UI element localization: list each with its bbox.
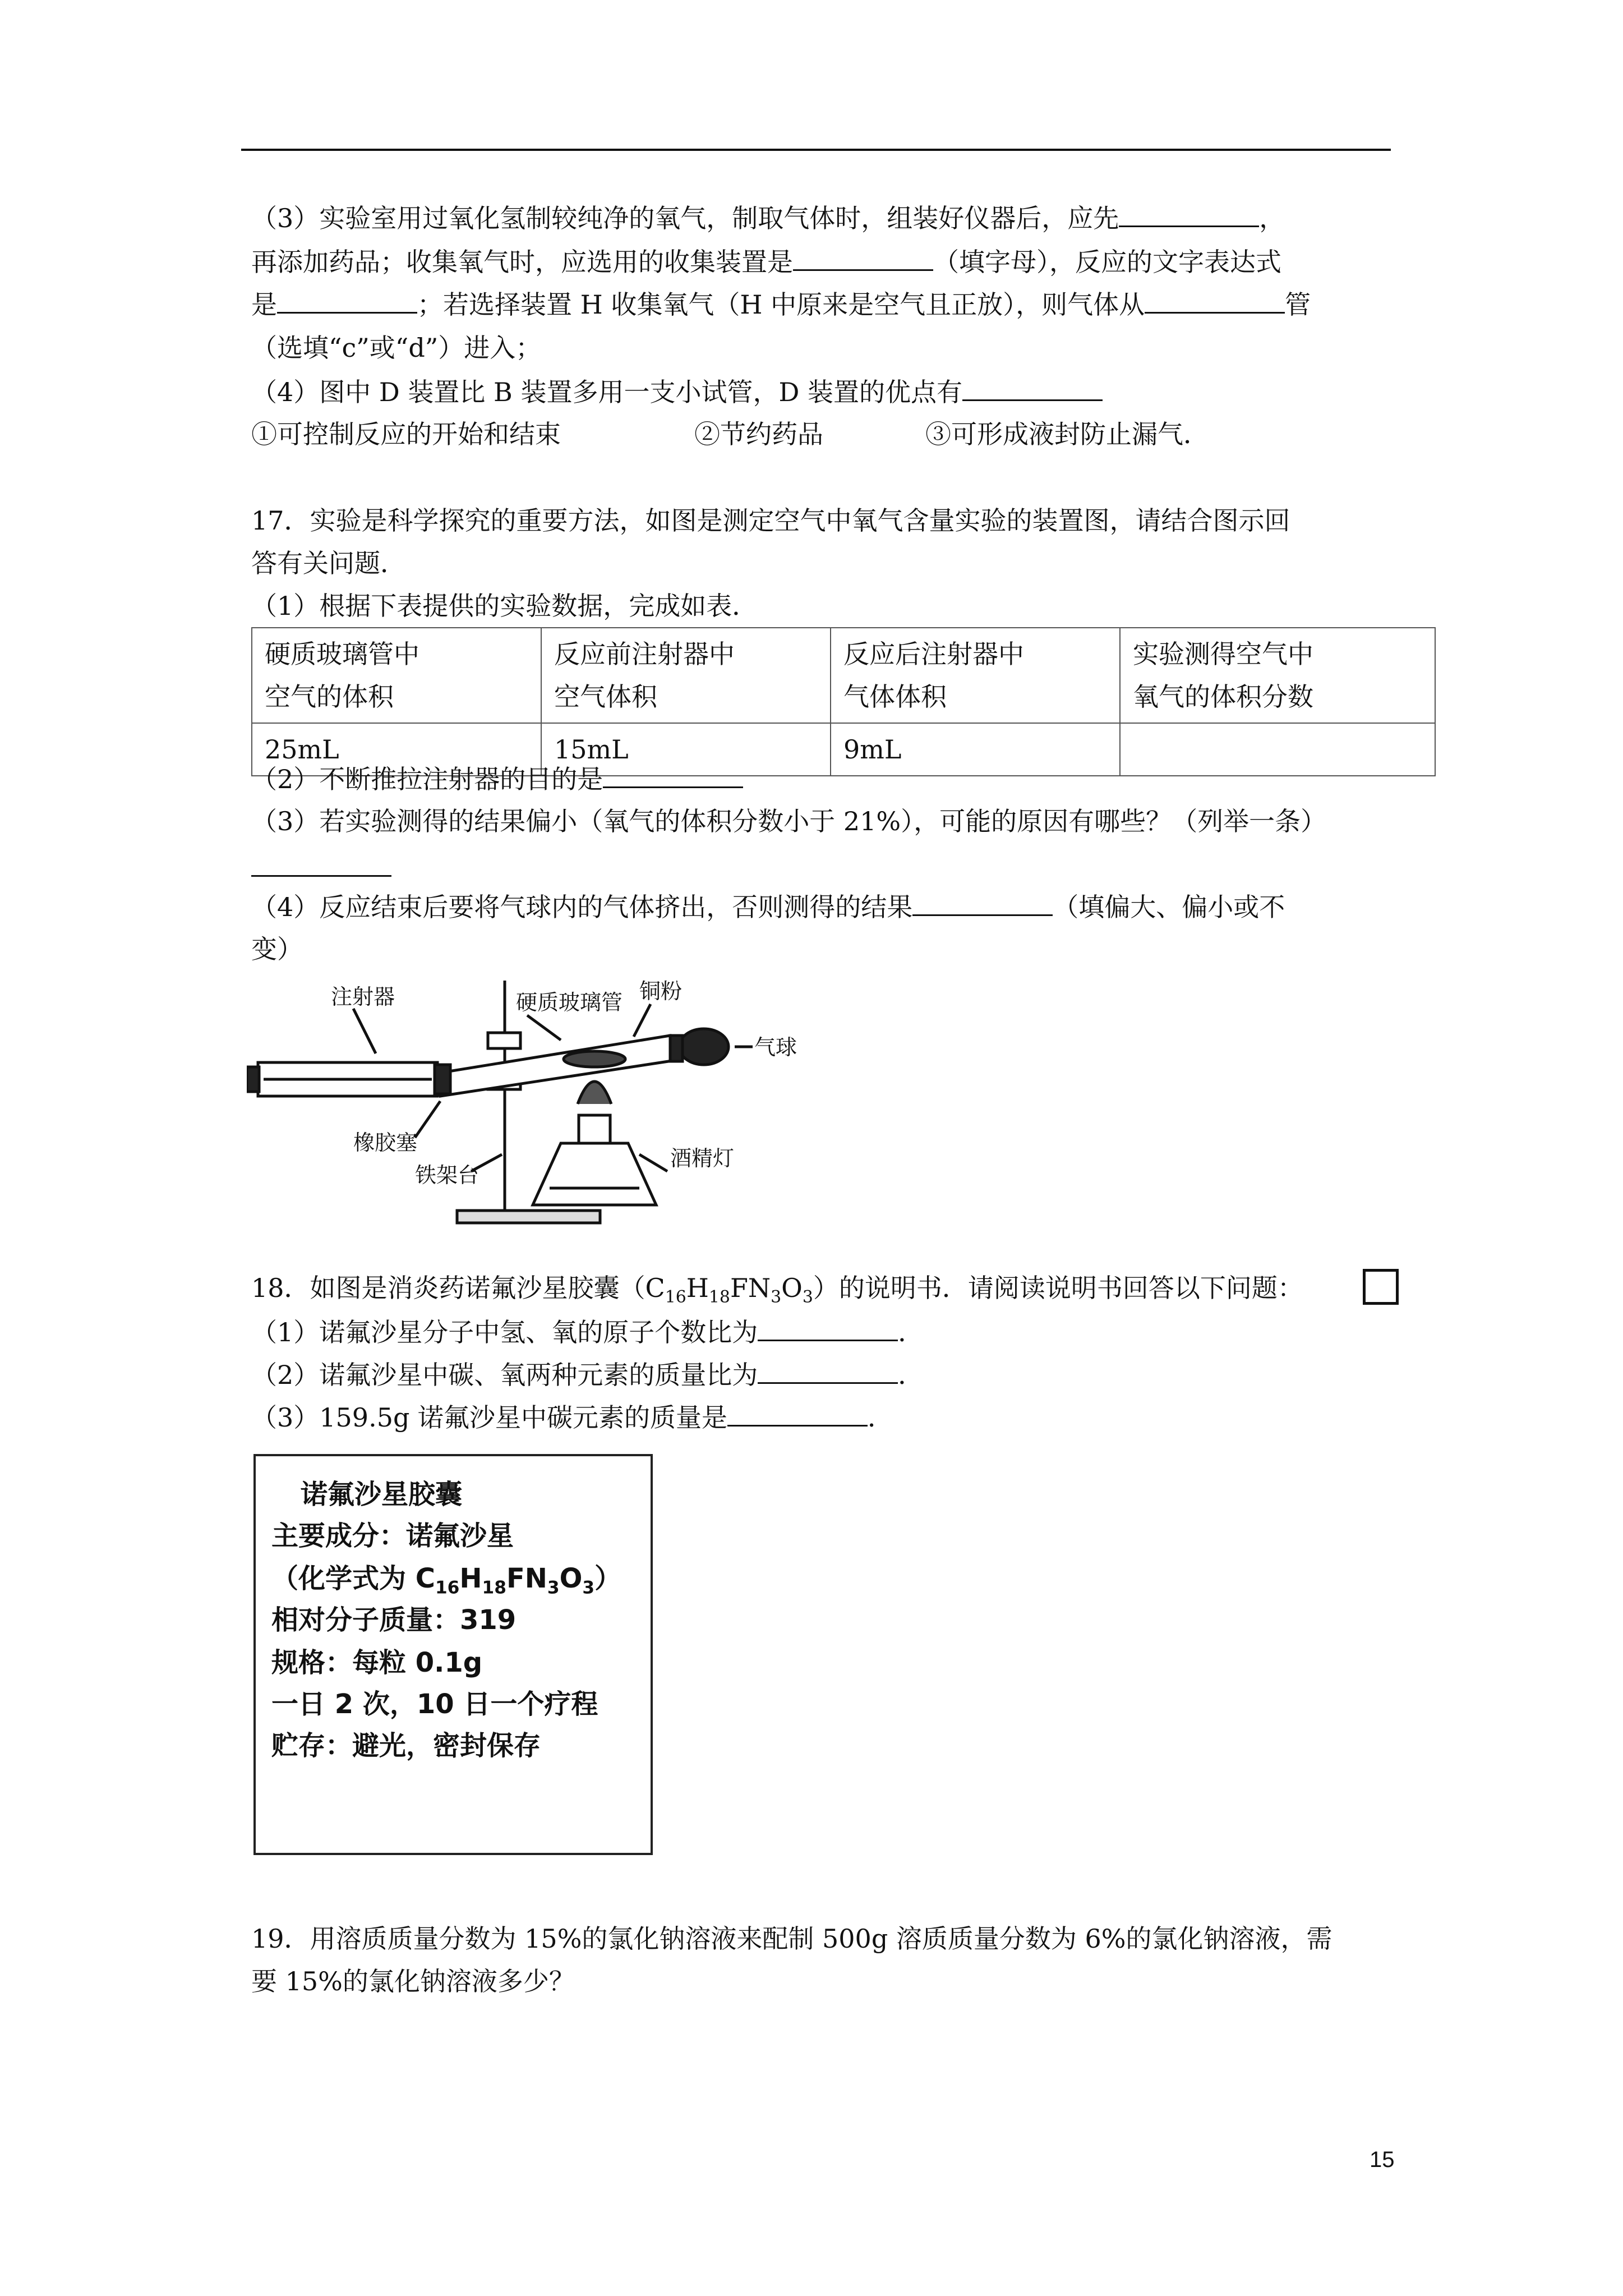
q16-p3-text: 再添加药品；收集氧气时，应选用的收集装置是 xyxy=(251,247,793,277)
q17-data-table xyxy=(251,627,1436,776)
table-cell: 9mL xyxy=(831,723,1120,776)
card-line: （化学式为 $C_{16}H_{18}FN_3O_3$） xyxy=(271,1563,622,1598)
table-header-cell: 反应后注射器中 气体体积 xyxy=(831,628,1120,723)
q17-p4-text: （填偏大、偏小或不 xyxy=(1053,892,1285,922)
drug-instruction-card xyxy=(253,1454,653,1855)
table-cell: 15mL xyxy=(541,723,831,776)
q17-p4-text: （4）反应结束后要将气球内的气体挤出，否则测得的结果 xyxy=(251,892,913,922)
q16-p4-text: （4）图中 D 装置比 B 装置多用一支小试管，D 装置的优点有 xyxy=(251,377,962,407)
clamp-top xyxy=(488,1033,520,1048)
table-answer-cell[interactable] xyxy=(1120,723,1435,776)
q17-p4-line1 xyxy=(251,890,1285,924)
q16-p3-line4: （选填“c”或“d”）进入； xyxy=(251,333,542,363)
q17-intro-line1: 17．实验是科学探究的重要方法，如图是测定空气中氧气含量实验的装置图，请结合图示回 xyxy=(251,505,1290,536)
q16-option-3: ③可形成液封防止漏气． xyxy=(925,419,1209,449)
stand-base xyxy=(457,1211,600,1223)
label-syringe: 注射器 xyxy=(331,984,395,1009)
q16-p3-text: ， xyxy=(1259,203,1285,233)
label-lamp: 酒精灯 xyxy=(670,1146,735,1171)
q19-line2: 要 15%的氯化钠溶液多少？ xyxy=(251,1966,575,1996)
card-title: 诺氟沙星胶囊 xyxy=(301,1479,463,1510)
answer-blank[interactable] xyxy=(727,1400,868,1427)
label-stopper: 橡胶塞 xyxy=(353,1130,418,1155)
card-line: 贮存：避光，密封保存 xyxy=(271,1730,541,1761)
card-line: 相对分子质量：319 xyxy=(271,1604,517,1636)
answer-blank[interactable] xyxy=(1145,287,1285,314)
q16-p3-text: 是 xyxy=(251,289,277,320)
table-header-cell: 实验测得空气中 氧气的体积分数 xyxy=(1120,628,1435,723)
card-line: 一日 2 次，10 日一个疗程 xyxy=(271,1688,598,1720)
card-line: 规格：每粒 0.1g xyxy=(271,1647,483,1678)
q19-line1: 19．用溶质质量分数为 15%的氯化钠溶液来配制 500g 溶质质量分数为 6%的氯化钠溶液，需 xyxy=(251,1924,1332,1954)
q17-intro-line2: 答有关问题． xyxy=(251,548,406,578)
label-balloon: 气球 xyxy=(754,1035,797,1060)
answer-blank[interactable] xyxy=(912,890,1053,916)
answer-blank[interactable] xyxy=(793,245,933,271)
label-stand: 铁架台 xyxy=(415,1163,479,1188)
q17-p3: （3）若实验测得的结果偏小（氧气的体积分数小于 21%），可能的原因有哪些？（列举一条） xyxy=(251,806,1327,836)
copper-powder xyxy=(564,1051,625,1067)
table-cell: 25mL xyxy=(252,723,541,776)
alcohol-lamp xyxy=(533,1143,656,1205)
q16-p3-text: （填字母），反应的文字表达式 xyxy=(933,247,1281,277)
q16-p4-line1 xyxy=(251,375,1103,409)
answer-blank[interactable] xyxy=(251,875,391,877)
q16-p3-text: 管 xyxy=(1285,289,1311,320)
q17-p2-text: （2）不断推拉注射器的目的是 xyxy=(251,764,603,794)
answer-blank[interactable] xyxy=(603,762,743,788)
card-line: 主要成分：诺氟沙星 xyxy=(271,1520,514,1552)
label-copper: 铜粉 xyxy=(639,979,683,1004)
q18-p2: （2）诺氟沙星中碳、氧两种元素的质量比为 ． xyxy=(251,1358,924,1392)
table-header-cell: 反应前注射器中 空气体积 xyxy=(541,628,831,723)
answer-checkbox[interactable] xyxy=(1363,1269,1399,1305)
answer-blank[interactable] xyxy=(277,287,417,314)
balloon xyxy=(679,1029,728,1065)
q16-p3-text: （3）实验室用过氧化氢制较纯净的氧气，制取气体时，组装好仪器后，应先 xyxy=(251,203,1119,233)
q17-p2 xyxy=(251,762,743,796)
q16-p3-line3 xyxy=(251,287,1311,321)
label-glass-tube: 硬质玻璃管 xyxy=(516,990,623,1015)
header-rule xyxy=(241,149,1391,151)
page-number: 15 xyxy=(1370,2147,1395,2172)
q16-option-1: ①可控制反应的开始和结束 xyxy=(251,419,561,449)
q17-p1: （1）根据下表提供的实验数据，完成如表． xyxy=(251,591,758,621)
q16-p3-text: ；若选择装置 H 收集氧气（H 中原来是空气且正放），则气体从 xyxy=(417,289,1145,320)
apparatus-figure xyxy=(247,975,813,1233)
flame xyxy=(578,1082,611,1104)
table-header-row xyxy=(252,628,1435,723)
table-header-cell: 硬质玻璃管中 空气的体积 xyxy=(252,628,541,723)
glass-tube xyxy=(435,1036,676,1096)
answer-blank[interactable] xyxy=(1119,201,1259,227)
answer-blank[interactable] xyxy=(758,1315,898,1341)
q17-p4-line2: 变） xyxy=(251,934,303,964)
q18-intro: 18．如图是消炎药诺氟沙星胶囊$(C_{16}H_{18}FN_3O_3)$的说明书．请阅读说明书回答以下问题： xyxy=(251,1273,1303,1308)
syringe-plunger-end xyxy=(247,1067,259,1092)
q18-p1: （1）诺氟沙星分子中氢、氧的原子个数比为 ． xyxy=(251,1315,924,1349)
q16-p3-line2 xyxy=(251,245,1281,279)
rubber-stopper xyxy=(435,1065,450,1094)
answer-blank[interactable] xyxy=(962,375,1103,401)
answer-blank[interactable] xyxy=(758,1358,898,1384)
q18-p3: （3）159.5g 诺氟沙星中碳元素的质量是 ． xyxy=(251,1400,893,1434)
q16-option-2: ②节约药品 xyxy=(694,419,823,449)
q16-p3-line1 xyxy=(251,201,1285,235)
